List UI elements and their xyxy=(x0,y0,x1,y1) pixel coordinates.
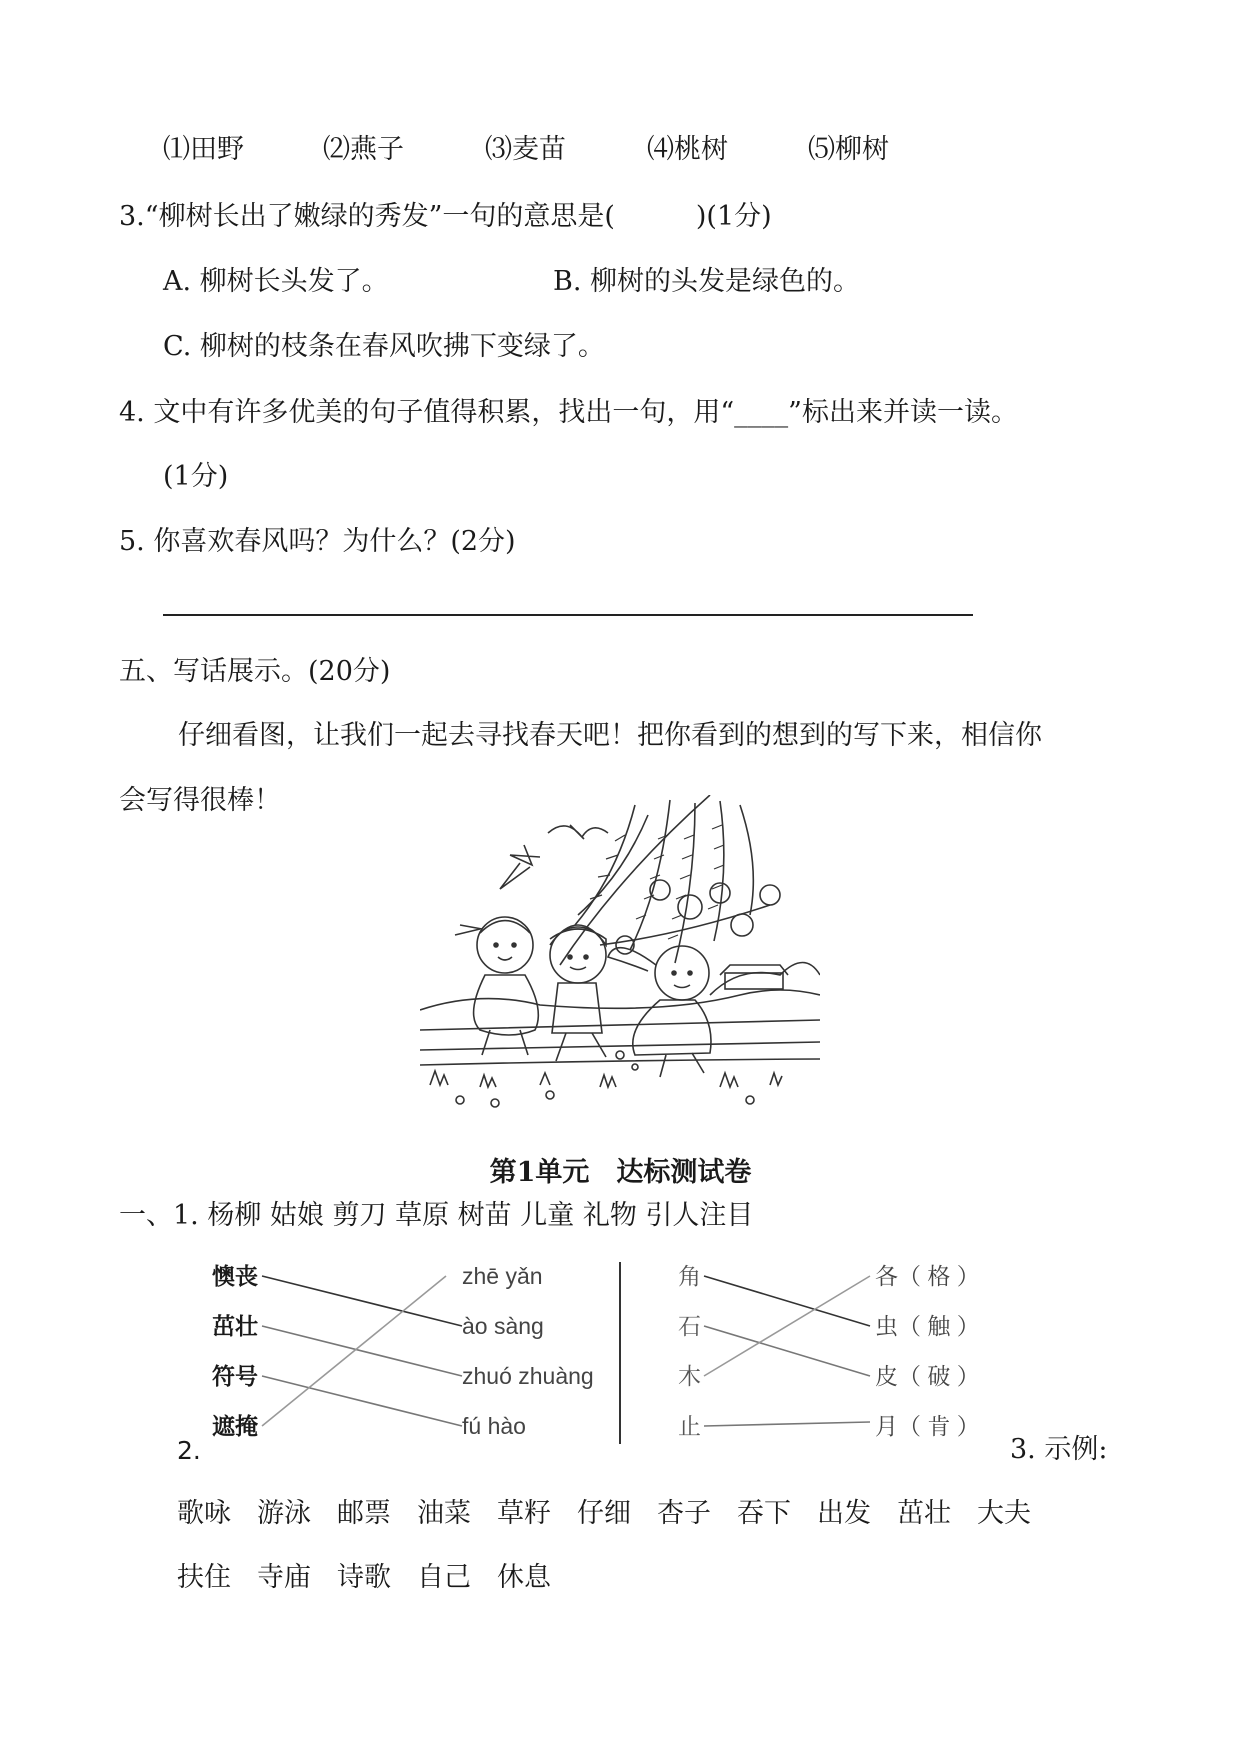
pinyin: fú hào xyxy=(462,1413,526,1439)
radical: 石 xyxy=(678,1313,701,1339)
q3-option-a: A. 柳树长头发了。 xyxy=(163,266,389,297)
left-word: 符号 xyxy=(212,1363,258,1389)
left-word: 懊丧 xyxy=(212,1263,258,1289)
matching-figure xyxy=(200,1262,1000,1462)
answer-1: 一、1. 杨柳 姑娘 剪刀 草原 树苗 儿童 礼物 引人注目 xyxy=(119,1200,754,1231)
question-5: 5. 你喜欢春风吗？为什么？(2分) xyxy=(119,526,516,557)
q2-option: ⑶麦苗 xyxy=(485,134,566,165)
char-answer: 各（ 格 ） xyxy=(875,1263,980,1289)
example-word: 茁壮 xyxy=(897,1498,951,1529)
example-word: 寺庙 xyxy=(257,1562,311,1593)
example-word: 仔细 xyxy=(577,1498,631,1529)
example-word: 油菜 xyxy=(417,1498,471,1529)
q3-option-c: C. 柳树的枝条在春风吹拂下变绿了。 xyxy=(163,331,605,362)
answer-key-title: 第1单元 达标测试卷 xyxy=(489,1157,752,1188)
answer-line[interactable] xyxy=(163,614,973,616)
examples-row-2 xyxy=(177,1564,577,1591)
char-answer: 虫（ 触 ） xyxy=(875,1313,980,1339)
spring-illustration xyxy=(420,795,820,1120)
example-word: 游泳 xyxy=(257,1498,311,1529)
q2-option: ⑷桃树 xyxy=(647,134,728,165)
q4-score: (1分) xyxy=(163,461,229,492)
example-word: 自己 xyxy=(417,1562,471,1593)
question-3: 3.“柳树长出了嫩绿的秀发”一句的意思是( )(1分) xyxy=(119,201,772,232)
writing-prompt-cont: 会写得很棒！ xyxy=(119,785,281,816)
pinyin: zhē yǎn xyxy=(462,1263,543,1289)
example-word: 杏子 xyxy=(657,1498,711,1529)
label-2: 2. xyxy=(177,1436,201,1465)
example-word: 吞下 xyxy=(737,1498,791,1529)
radical: 木 xyxy=(678,1363,701,1389)
question-4: 4. 文中有许多优美的句子值得积累，找出一句，用“____”标出来并读一读。 xyxy=(119,397,1018,428)
examples-row-1 xyxy=(177,1500,1057,1527)
section-heading: 五、写话展示。(20分) xyxy=(119,656,391,687)
example-word: 歌咏 xyxy=(177,1498,231,1529)
writing-prompt: 仔细看图，让我们一起去寻找春天吧！把你看到的想到的写下来，相信你 xyxy=(178,720,1042,751)
example-word: 诗歌 xyxy=(337,1562,391,1593)
radical: 止 xyxy=(678,1413,701,1439)
pinyin: ào sàng xyxy=(462,1313,544,1339)
char-answer: 月（ 肯 ） xyxy=(875,1413,980,1439)
example-word: 草籽 xyxy=(497,1498,551,1529)
label-3: 3. 示例: xyxy=(1010,1434,1108,1465)
pinyin: zhuó zhuàng xyxy=(462,1363,594,1389)
q2-option: ⑴田野 xyxy=(163,134,244,165)
char-answer: 皮（ 破 ） xyxy=(875,1363,980,1389)
example-word: 大夫 xyxy=(977,1498,1031,1529)
example-word: 扶住 xyxy=(177,1562,231,1593)
q2-option: ⑵燕子 xyxy=(323,134,404,165)
example-word: 休息 xyxy=(497,1562,551,1593)
left-word: 遮掩 xyxy=(212,1413,258,1439)
left-word: 茁壮 xyxy=(212,1313,258,1339)
example-word: 出发 xyxy=(817,1498,871,1529)
radical: 角 xyxy=(678,1263,701,1289)
example-word: 邮票 xyxy=(337,1498,391,1529)
q3-option-b: B. 柳树的头发是绿色的。 xyxy=(553,266,861,297)
q2-option: ⑸柳树 xyxy=(808,134,889,165)
